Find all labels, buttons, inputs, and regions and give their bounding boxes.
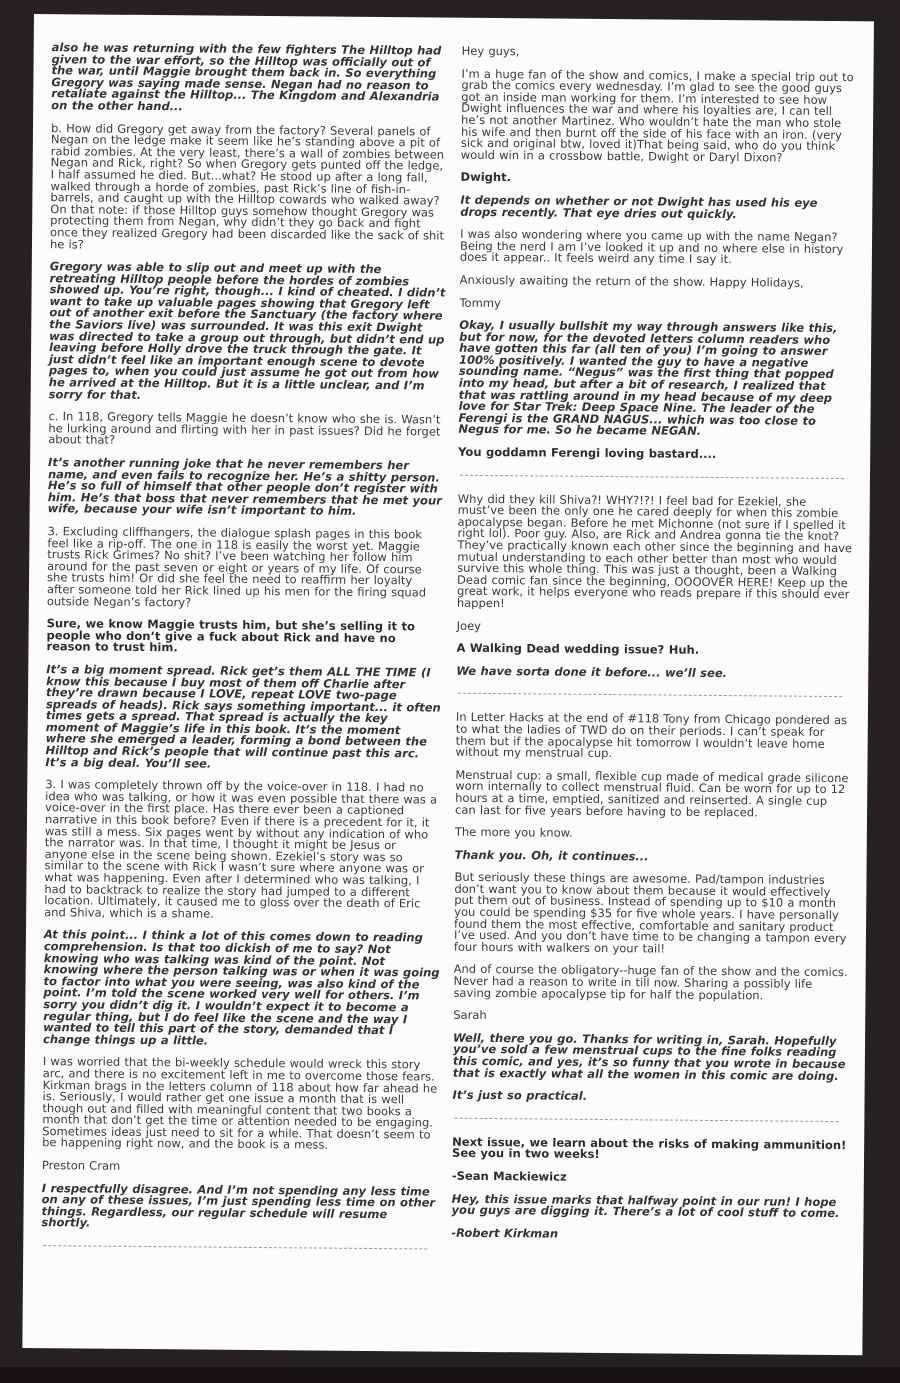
editor-response-paragraph: Dwight. [460,170,512,185]
letter-paragraph: I was worried that the bi-weekly schedule would wreck this story arc, and there is no excitement left in me to overcome those fears. Kirkman brags in the letters column of 118 about how far ahead he is. Seriously, I would rather get one issue a month that is well though out and filled with meaningful content that two books a month that don’t get the time or attention needed to be engaging. Sometimes ideas just need to sit for a while. That doesn’t seem to be happening right now, and the book is a mess. [42,1054,438,1153]
letter-paragraph: I’m a huge fan of the show and comics, I make a special trip out to grab the comics every wednesday. I’m glad to see the good guys got an inside man working for them. I’m interested to see how Dwight influences the war and where his loyalties are, I can tell he’s not another Martinez. Who wouldn’t hate the man who stole his wife and then burnt off the side of his face with an iron. (very sick and original btw, loved it)That being said, who do you think would win in a crossbow battle, Dwight or Daryl Dixon? [460,66,854,165]
editor-response-paragraph: I respectfully disagree. And I’m not spending any less time on any of these issues, I’m just spending less time on other things. Regardless, our regular schedule will resume shortly. [41,1180,436,1230]
letter-paragraph: In Letter Hacks at the end of #118 Tony from Chicago pondered as to what the ladies of TWD do on their periods. I can’t speak for them but if the apocalypse hit tomorrow I wouldn’t leave home without my menstrual cup. [455,710,848,761]
letter-paragraph: I was also wondering where you came up with the name Negan? Being the nerd I am I’ve looked it up and no where else in history does it appear.. It feels weird any time I say it. [459,226,844,267]
letter-paragraph: Tommy [459,295,501,310]
letter-paragraph: But seriously these things are awesome. Pad/tampon industries don’t want you to know about them because it would effectively put them out of business. Instead of spending up to $10 a month you could be spending $35 for five whole years. I have personally found them the most effective, comfortable and sanitary product I’ve used. And you don’t have time to be changing a tampon every four hours with walkers on your tail! [453,869,847,956]
editor-response-paragraph: Gregory was able to slip out and meet up with the retreating Hilltop people before the hordes of zombies showed up. You’re right, though... I kind of cheated. I didn’t want to take up valuable pages showing that Gregory left out of another exit before the Sanctuary (the factory where the Saviors live) was surrounded. It was this exit Dwight was directed to take a group out through, but didn’t end up leaving before Holly drove the truck through the gate. It just didn’t feel like an important enough scene to devote pages to, when you could just assume he got out from how he arrived at the Hilltop. But it is a little unclear, and I’m sorry for that. [48,259,446,402]
editor-response-paragraph: It’s another running joke that he never remembers her name, and even fails to recognize her. He’s a shitty person. He’s so full of himself that other people don’t register with him. He’s that boss that never remembers that he met your wife, because your wife isn’t important to him. [47,455,442,519]
letter-paragraph: 3. Excluding cliffhangers, the dialogue splash pages in this book feel like a rip-off. The one in 118 is easily the worst yet. Maggie trusts Rick Grimes? No shit? I’ve been watching her follow him around for the past seven or eight or years of my life. Of course she trusts him! Or did she feel the need to reaffirm her loyalty after someone told her Rick lined up his men for the firing squad outside Negan’s factory? [46,524,427,609]
editor-response-paragraph: It’s a big moment spread. Rick get’s them ALL THE TIME (I know this because I buy most of them off Charlie after they’re drawn because I LOVE, repeat LOVE two-page spreads of heads). Rick says something important... it often times gets a spread. That spread is actually the key moment of Maggie’s life in this book. It’s the moment where she emerged a leader, forming a bond between the Hilltop and Rick’s people that will continue past this arc. It’s a big deal. You’ll see. [45,662,441,771]
editor-response-paragraph: Sure, we know Maggie trusts him, but she’s selling it to people who don’t give a fuck about Rick and have no reason to trust him. [46,616,415,655]
letter-paragraph: c. In 118, Gregory tells Maggie he doesn’t know who she is. Wasn’t he lurking around and flirting with her in past issues? Did he forget about that? [48,409,441,448]
letter-paragraph: 3. I was completely thrown off by the voice-over in 118. I had no idea who was talking, or how it was even possible that there was a voice-over in the first place. Has there ever been a captioned narrative in this book before? Even if there is a precedent for it, it was still a mess. Six pages went by without any indication of who the narrator was. In that time, I thought it might be Jesus or anyone else in the scene being shown. Ezekiel’s story was so similar to the scene with Rick I wasn’t sure where anyone was or what was happening. Even after I determined who was talking, I had to backtrack to realize the story had jumped to a different location. Ultimately, it caused me to gloss over the death of Eric and Shiva, which is a shame. [44,777,438,921]
divider-line [454,1117,838,1123]
divider-line [460,474,844,480]
divider-line [43,1245,427,1251]
editor-response-paragraph: It’s just so practical. [452,1087,588,1104]
editor-response-paragraph: Well, there you go. Thanks for writing in, Sarah. Hopefully you’ve sold a few menstrual cups to the fine folks reading this comic, and yes, it’s so funny that you wrote in because that is exactly what all the women in this comic are doing. [452,1030,846,1083]
editor-response-paragraph: We have sorta done it before... we’ll see. [456,663,728,680]
editor-response-paragraph: -Robert Kirkman [451,1225,559,1241]
editor-response-paragraph: Thank you. Oh, it continues... [454,847,649,864]
divider-line [458,693,842,699]
letter-paragraph: Sarah [453,1007,487,1023]
letter-paragraph: The more you know. [454,824,573,840]
editor-response-paragraph: -Sean Mackiewicz [451,1168,567,1184]
letter-paragraph: Why did they kill Shiva?! WHY?!?! I feel bad for Ezekiel, she must’ve been the only one he cared deeply for when this zombie apocalypse began. Before he met Michonne (not sure if I spelled it right lol). Poor guy. Also, are Rick and Andrea gonna tie the knot? They’ve practically known each other since the beginning and have mutual understanding to each other better than most who would survive this whole thing. This was just a thought, been a Walking Dead comic fan since the beginning, OOOOVER HERE! Keep up the great work, it helps everyone who reads prepare if this should ever happen! [456,491,853,611]
editor-response-paragraph: Next issue, we learn about the risks of making ammunition! See you in two weeks! [452,1134,847,1162]
letter-paragraph: And of course the obligatory--huge fan of the show and the comics. Never had a reason to write in till now. Sharing a possibly life saving zombie apocalypse tip for half the population. [453,962,848,1003]
two-column-layout [41,42,858,1271]
letter-paragraph: Hey guys, [461,43,520,59]
letter-paragraph: Anxiously awaiting the return of the show. Happy Holidays, [459,272,804,290]
editor-response-paragraph: Okay, I usually bullshit my way through answers like this, but for now, for the devoted letters column readers who have gotten this far (all ten of you) I’m going to answer 100% positively. I wanted the guy to have a negative sounding name. “Negus” was the first thing that popped into my head, but after a bit of research, I realized that that was rattling around in my head because of my deep love for Star Trek: Deep Space Nine. The leader of the Ferengi is the GRAND NAGUS... which was too close to Negus for me. So he became NEGAN. [458,317,838,439]
letter-paragraph: Preston Cram [41,1158,121,1173]
editor-response-paragraph: At this point... I think a lot of this comes down to reading comprehension. Is that too dickish of me to say? Not knowing who was talking was kind of the point. Not knowing where the person talking was or when it was going to factor into what you were seeing, was also kind of the point. I’m told the scene worked very well for others. I’m sorry you didn’t dig it. I wouldn’t expect it to become a regular thing, but I do feel like the scene and the way I wanted to tell this part of the story, demanded that I change things up a little. [42,927,440,1048]
letter-paragraph: Joey [456,618,482,633]
bottom-shadow-band [0,1367,900,1383]
right-column [451,43,858,1271]
scanned-letters-page [22,14,874,1355]
editor-response-paragraph: A Walking Dead wedding issue? Huh. [456,640,700,657]
editor-response-paragraph: You goddamn Ferengi loving bastard.... [458,444,717,462]
editor-response-paragraph: also he was returning with the few fighters The Hilltop had given to the war effort, so the Hilltop was officially out of the war, until Maggie brought them back in. So everything Gregory was saying made sense. Negan had no reason to retaliate against the Hilltop... The Kingdom and Alexandria on the other hand... [51,40,442,114]
editor-response-paragraph: It depends on whether or not Dwight has used his eye drops recently. That eye dries out quickly. [460,192,818,221]
left-column [41,42,448,1267]
letter-paragraph: b. How did Gregory get away from the factory? Several panels of Negan on the ledge make it seem like he’s standing above a pit of rabid zombies. At the very least, there’s a wall of zombies between Negan and Rick, right? So when Gregory gets punted off the ledge, I half assumed he died. But...what? He stood up after a long fall, walked through a horde of zombies, past Rick’s line of fish-in-barrels, and caught up with the Hilltop cowards who walked away? On that note: if those Hilltop guys somehow thought Gregory was protecting them from Negan, why didn’t they go back and fight once they realized Gregory had been discarded like the sack of shit he is? [49,120,445,251]
editor-response-paragraph: Hey, this issue marks that halfway point in our run! I hope you guys are digging it. There’s a lot of cool stuff to come. [451,1191,840,1221]
letter-paragraph: Menstrual cup: a small, flexible cup made of medical grade silicone worn internally to collect menstrual fluid. Can be worn for up to 12 hours at a time, emptied, sanitized and reinserted. A single cup can last for five years before having to be replaced. [455,767,849,819]
